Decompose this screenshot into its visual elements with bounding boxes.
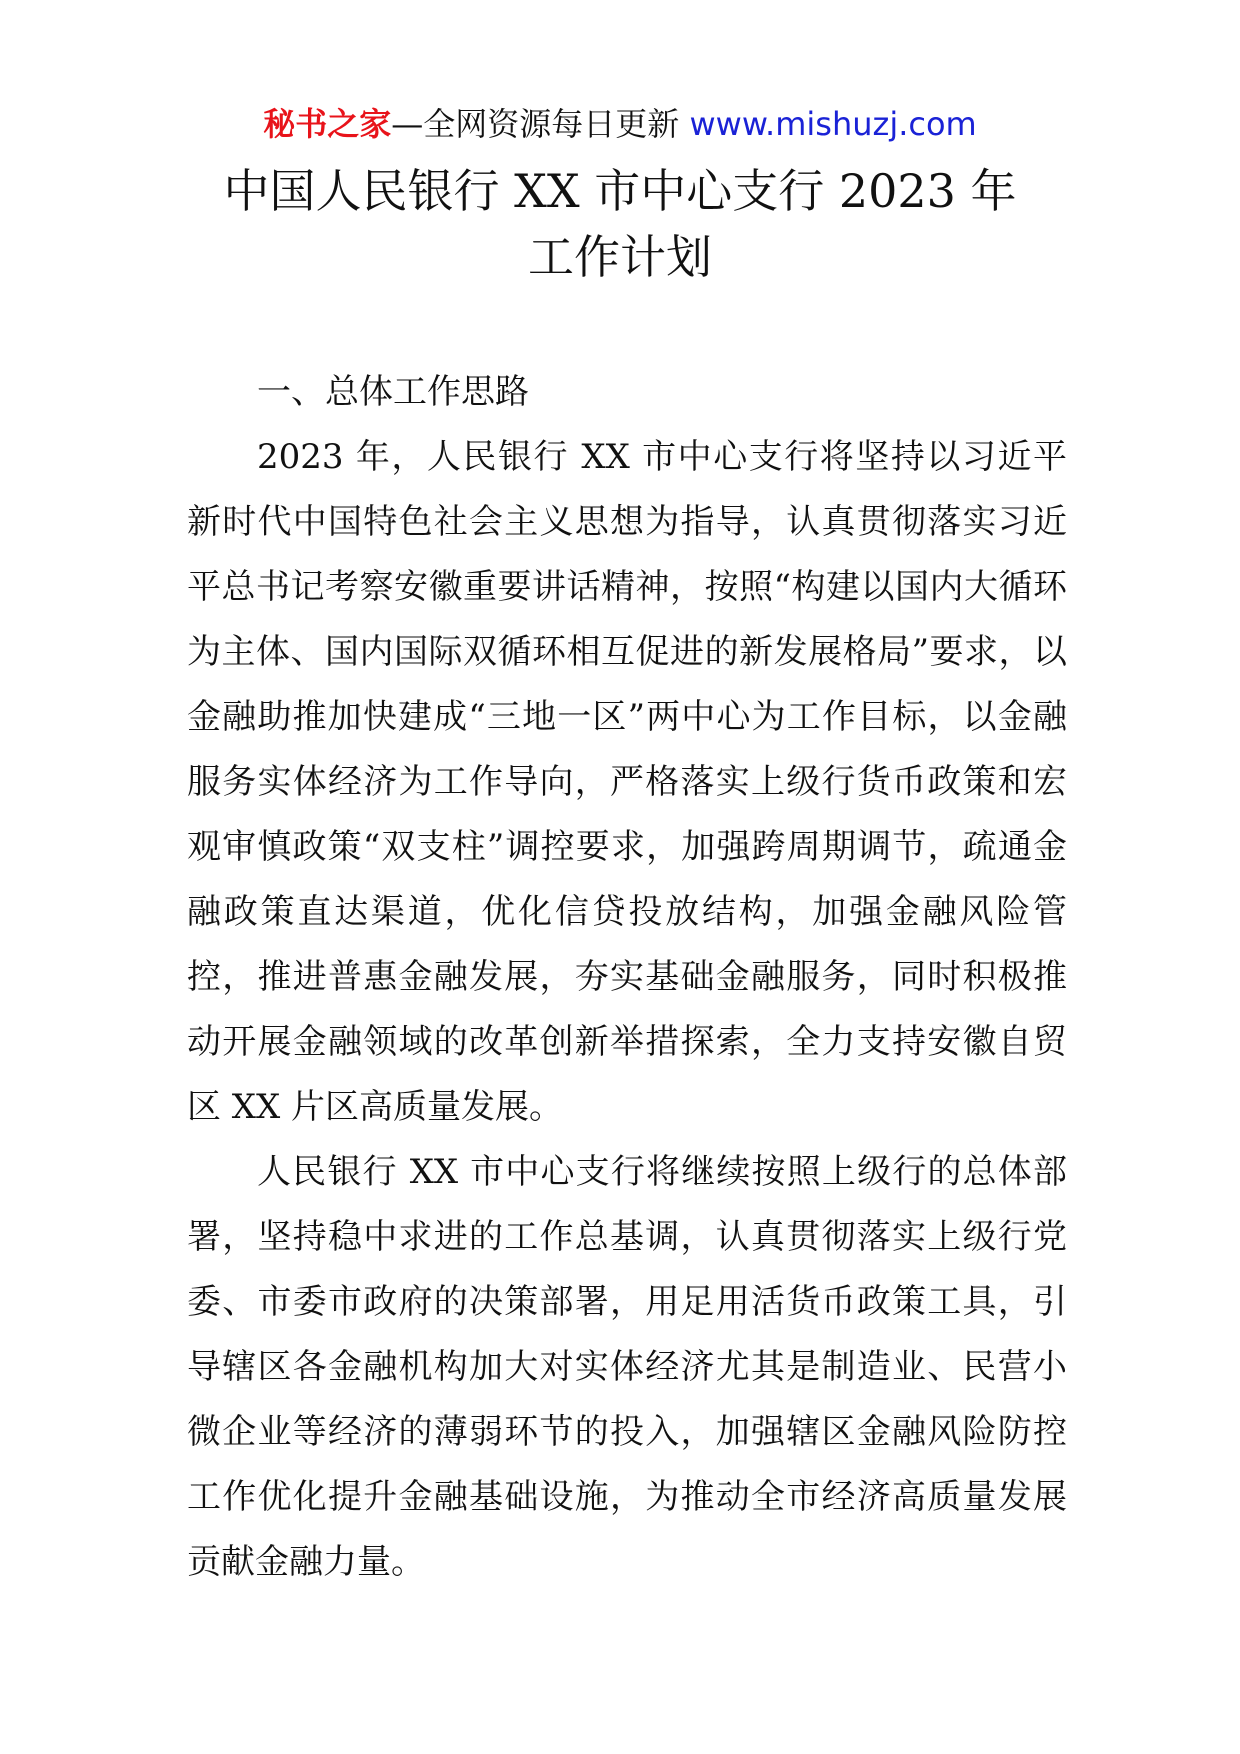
- body-paragraph-1: 2023 年，人民银行 XX 市中心支行将坚持以习近平新时代中国特色社会主义思想为指导，认真贯彻落实习近平总书记考察安徽重要讲话精神，按照“构建以国内大循环为主体、国内国际双循环相互促进的新发展格局”要求，以金融助推加快建成“三地一区”两中心为工作目标，以金融服务实体经济为工作导向，严格落实上级行货币政策和宏观审慎政策“双支柱”调控要求，加强跨周期调节，疏通金融政策直达渠道，优化信贷投放结构，加强金融风险管控，推进普惠金融发展，夯实基础金融服务，同时积极推动开展金融领域的改革创新举措探索，全力支持安徽自贸区 XX 片区高质量发展。: [187, 437, 1067, 1127]
- website-link[interactable]: www.mishuzj.com: [689, 105, 977, 143]
- document-body: [187, 360, 1067, 1595]
- body-paragraph-2: 人民银行 XX 市中心支行将继续按照上级行的总体部署，坚持稳中求进的工作总基调，认真贯彻落实上级行党委、市委市政府的决策部署，用足用活货币政策工具，引导辖区各金融机构加大对实体经济尤其是制造业、民营小微企业等经济的薄弱环节的投入，加强辖区金融风险防控工作优化提升金融基础设施，为推动全市经济高质量发展贡献金融力量。: [187, 1152, 1067, 1582]
- title-line-2: 工作计划: [528, 230, 712, 284]
- brand-name: 秘书之家: [263, 105, 392, 143]
- title-line-1: 中国人民银行 XX 市中心支行 2023 年: [223, 164, 1017, 218]
- section-heading: 一、总体工作思路: [257, 372, 529, 412]
- banner-slogan: —全网资源每日更新: [391, 105, 680, 143]
- header-banner: [0, 100, 1240, 148]
- document-title: [0, 158, 1240, 290]
